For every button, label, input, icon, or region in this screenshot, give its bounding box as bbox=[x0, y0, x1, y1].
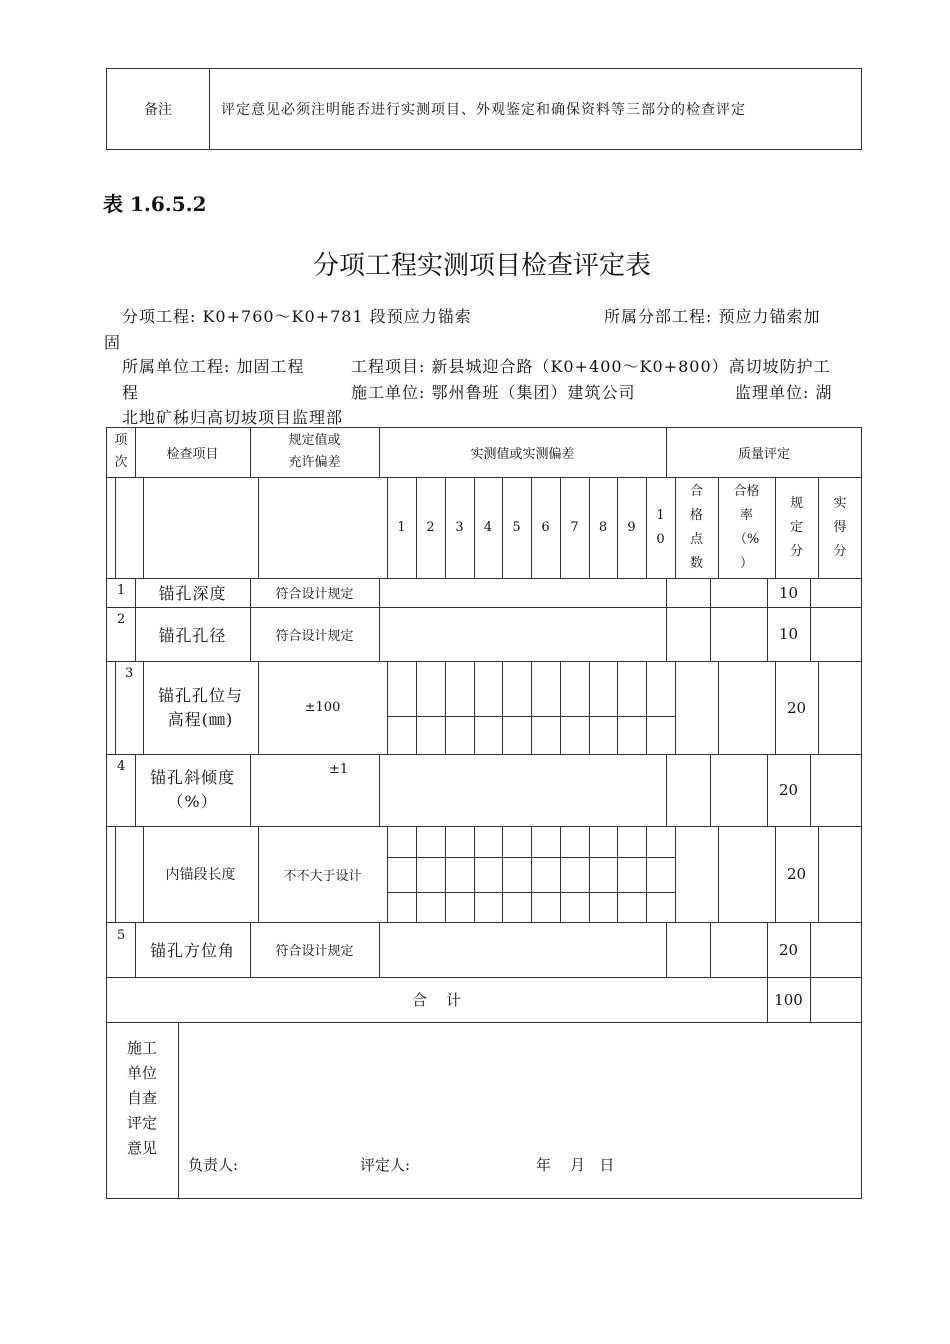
col-10: 1 0 bbox=[656, 507, 665, 547]
remark-table bbox=[106, 68, 862, 150]
row1-no: 1 bbox=[117, 583, 126, 598]
header-seq: 项 次 bbox=[114, 433, 128, 470]
info-project: 工程项目: 新县城迎合路（K0+400～K0+800）高切坡防护工 bbox=[351, 357, 831, 376]
info-division: 所属分部工程: 预应力锚索加 bbox=[604, 307, 821, 326]
header-pass-rate: 合格 率 （% ） bbox=[733, 483, 760, 571]
row4-spec: ±1 bbox=[329, 762, 349, 777]
col-6: 6 bbox=[541, 520, 550, 535]
row4-item: 锚孔斜倾度 （%） bbox=[149, 768, 235, 811]
row2-spec: 符合设计规定 bbox=[275, 628, 354, 644]
table-number: 表 1.6.5.2 bbox=[103, 192, 207, 216]
col-4: 4 bbox=[483, 520, 493, 535]
row4-score: 20 bbox=[778, 781, 799, 799]
row2-score: 10 bbox=[778, 625, 799, 643]
col-8: 8 bbox=[598, 520, 608, 535]
row3-no: 3 bbox=[125, 666, 134, 681]
row1-score: 10 bbox=[778, 583, 799, 602]
info-division-cont: 固 bbox=[104, 333, 121, 352]
remark-text: 评定意见必须注明能否进行实测项目、外观鉴定和确保资料等三部分的检查评定 bbox=[221, 102, 746, 118]
col-3: 3 bbox=[455, 520, 464, 535]
row6-spec: 符合设计规定 bbox=[275, 944, 354, 959]
date-label: 年 月 日 bbox=[536, 1156, 615, 1174]
header-pass-points: 合 格 点 数 bbox=[689, 483, 703, 571]
opinion-label: 施工 单位 自查 评定 意见 bbox=[126, 1039, 157, 1157]
row5-spec: 不不大于设计 bbox=[283, 868, 362, 884]
col-1: 1 bbox=[397, 520, 406, 535]
info-subproject: 分项工程: K0+760～K0+781 段预应力锚索 bbox=[122, 307, 472, 326]
row5-score: 20 bbox=[786, 865, 807, 883]
assessor-label: 评定人: bbox=[360, 1156, 411, 1174]
col-9: 9 bbox=[627, 520, 636, 535]
row1-item: 锚孔深度 bbox=[158, 584, 227, 603]
header-spec: 规定值或 充许偏差 bbox=[288, 433, 341, 470]
row4-no: 4 bbox=[117, 759, 126, 774]
row1-spec: 符合设计规定 bbox=[275, 587, 354, 602]
info-unit: 所属单位工程: 加固工程 bbox=[122, 357, 305, 376]
remark-label: 备注 bbox=[144, 102, 172, 118]
col-5: 5 bbox=[512, 520, 521, 535]
col-7: 7 bbox=[570, 520, 579, 535]
col-2: 2 bbox=[426, 520, 435, 535]
row6-no: 5 bbox=[117, 928, 126, 943]
row2-no: 2 bbox=[117, 612, 126, 627]
header-std-score: 规 定 分 bbox=[789, 495, 803, 559]
row6-score: 20 bbox=[778, 940, 799, 959]
page-title: 分项工程实测项目检查评定表 bbox=[312, 251, 651, 281]
row3-score: 20 bbox=[786, 698, 807, 717]
info-supervisor: 监理单位: 湖 bbox=[735, 383, 833, 402]
responsible-label: 负责人: bbox=[188, 1156, 239, 1174]
row5-item: 内锚段长度 bbox=[165, 867, 236, 883]
info-project-cont: 程 bbox=[122, 383, 139, 402]
info-contractor: 施工单位: 鄂州鲁班（集团）建筑公司 bbox=[351, 383, 636, 402]
header-quality: 质量评定 bbox=[737, 446, 790, 462]
header-got-score: 实 得 分 bbox=[833, 495, 847, 559]
row3-spec: ±100 bbox=[304, 700, 341, 715]
total-score: 100 bbox=[774, 990, 803, 1009]
header-item: 检查项目 bbox=[166, 446, 219, 462]
total-label: 合 计 bbox=[411, 991, 462, 1009]
row2-item: 锚孔孔径 bbox=[158, 625, 227, 645]
row6-item: 锚孔方位角 bbox=[149, 941, 235, 960]
info-supervisor-cont: 北地矿秭归高切坡项目监理部 bbox=[122, 408, 344, 427]
row3-item: 锚孔孔位与 高程(㎜) bbox=[157, 685, 243, 729]
header-measured: 实测值或实测偏差 bbox=[470, 446, 575, 462]
